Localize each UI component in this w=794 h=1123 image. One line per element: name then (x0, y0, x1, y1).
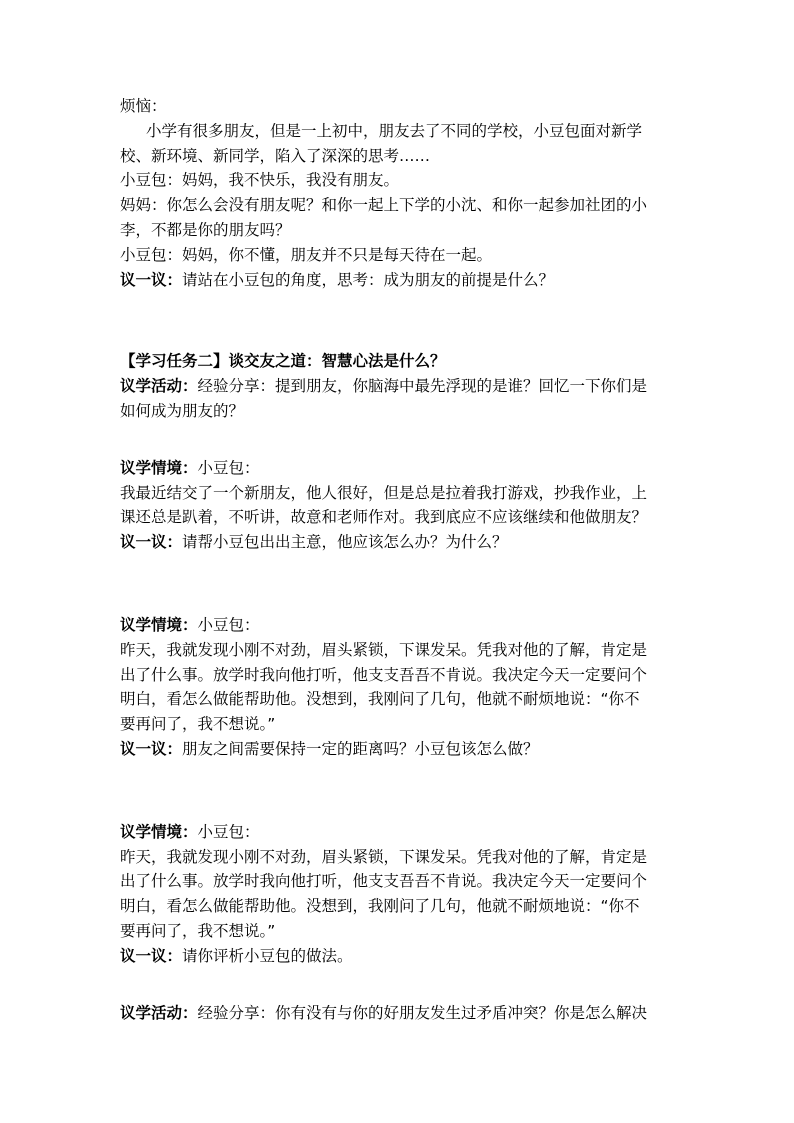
scenario-line: 课还总是趴着，不听讲，故意和老师作对。我到底应不应该继续和他做朋友？ (120, 508, 648, 527)
scenario-speaker: 小豆包： (197, 822, 260, 841)
narrative-line: 校、新环境、新同学，陷入了深深的思考…… (120, 146, 431, 165)
activity-text: 经验分享：你有没有与你的好朋友发生过矛盾冲突？你是怎么解决 (197, 1003, 648, 1022)
scenario-line: 昨天，我就发现小刚不对劲，眉头紧锁，下课发呆。凭我对他的了解，肯定是 (120, 640, 648, 659)
scenario-line: 出了什么事。放学时我向他打听，他支支吾吾不肯说。我决定今天一定要问个 (120, 872, 648, 891)
heading-worry: 烦恼： (120, 97, 167, 115)
scenario-label: 议学情境： (120, 822, 198, 841)
discuss-label: 议一议： (120, 946, 183, 965)
dialog-line: 妈妈：你怎么会没有朋友呢？和你一起上下学的小沈、和你一起参加社团的小 (120, 196, 648, 215)
discuss-text: 请你评析小豆包的做法。 (182, 946, 353, 965)
discuss-prompt (120, 268, 680, 293)
activity-text-cont: 如何成为朋友的？ (120, 401, 245, 420)
scenario-line: 明白，看怎么做能帮助他。没想到，我刚问了几句，他就不耐烦地说：“你不 (120, 897, 640, 916)
discuss-text: 朋友之间需要保持一定的距离吗？小豆包该怎么做？ (182, 739, 539, 758)
scenario-heading (120, 820, 680, 845)
scenario-line: 我最近结交了一个新朋友，他人很好，但是总是拉着我打游戏，抄我作业，上 (120, 483, 648, 502)
scenario-line: 出了什么事。放学时我向他打听，他支支吾吾不肯说。我决定今天一定要问个 (120, 665, 648, 684)
scenario-heading (120, 456, 680, 481)
discuss-prompt (120, 530, 680, 555)
discuss-label: 议一议： (120, 533, 183, 552)
discuss-label: 议一议： (120, 270, 183, 289)
discuss-prompt (120, 737, 680, 762)
dialog-line: 小豆包：妈妈，我不快乐，我没有朋友。 (120, 171, 400, 190)
discuss-text: 请站在小豆包的角度，思考：成为朋友的前提是什么？ (182, 270, 555, 289)
activity-label: 议学活动： (120, 1003, 198, 1022)
activity-prompt (120, 374, 680, 399)
task-title: 【学习任务二】谈交友之道：智慧心法是什么？ (120, 352, 446, 371)
scenario-line: 明白，看怎么做能帮助他。没想到，我刚问了几句，他就不耐烦地说：“你不 (120, 690, 640, 709)
activity-text: 经验分享：提到朋友，你脑海中最先浮现的是谁？回忆一下你们是 (197, 377, 648, 396)
dialog-line: 小豆包：妈妈，你不懂，朋友并不只是每天待在一起。 (120, 245, 493, 264)
activity-prompt (120, 1001, 680, 1026)
discuss-prompt (120, 944, 680, 969)
scenario-line: 要再问了，我不想说。” (120, 921, 276, 940)
scenario-line: 昨天，我就发现小刚不对劲，眉头紧锁，下课发呆。凭我对他的了解，肯定是 (120, 847, 648, 866)
activity-label: 议学活动： (120, 377, 198, 396)
scenario-label: 议学情境： (120, 615, 198, 634)
discuss-text: 请帮小豆包出出主意，他应该怎么办？为什么？ (182, 533, 508, 552)
scenario-speaker: 小豆包： (197, 458, 260, 477)
scenario-label: 议学情境： (120, 458, 198, 477)
discuss-label: 议一议： (120, 739, 183, 758)
document-page (120, 94, 680, 1025)
scenario-speaker: 小豆包： (197, 615, 260, 634)
scenario-heading (120, 613, 680, 638)
scenario-line: 要再问了，我不想说。” (120, 715, 276, 734)
dialog-line: 李，不都是你的朋友吗？ (120, 220, 291, 239)
narrative-line: 小学有很多朋友，但是一上初中，朋友去了不同的学校，小豆包面对新学 (146, 121, 643, 140)
